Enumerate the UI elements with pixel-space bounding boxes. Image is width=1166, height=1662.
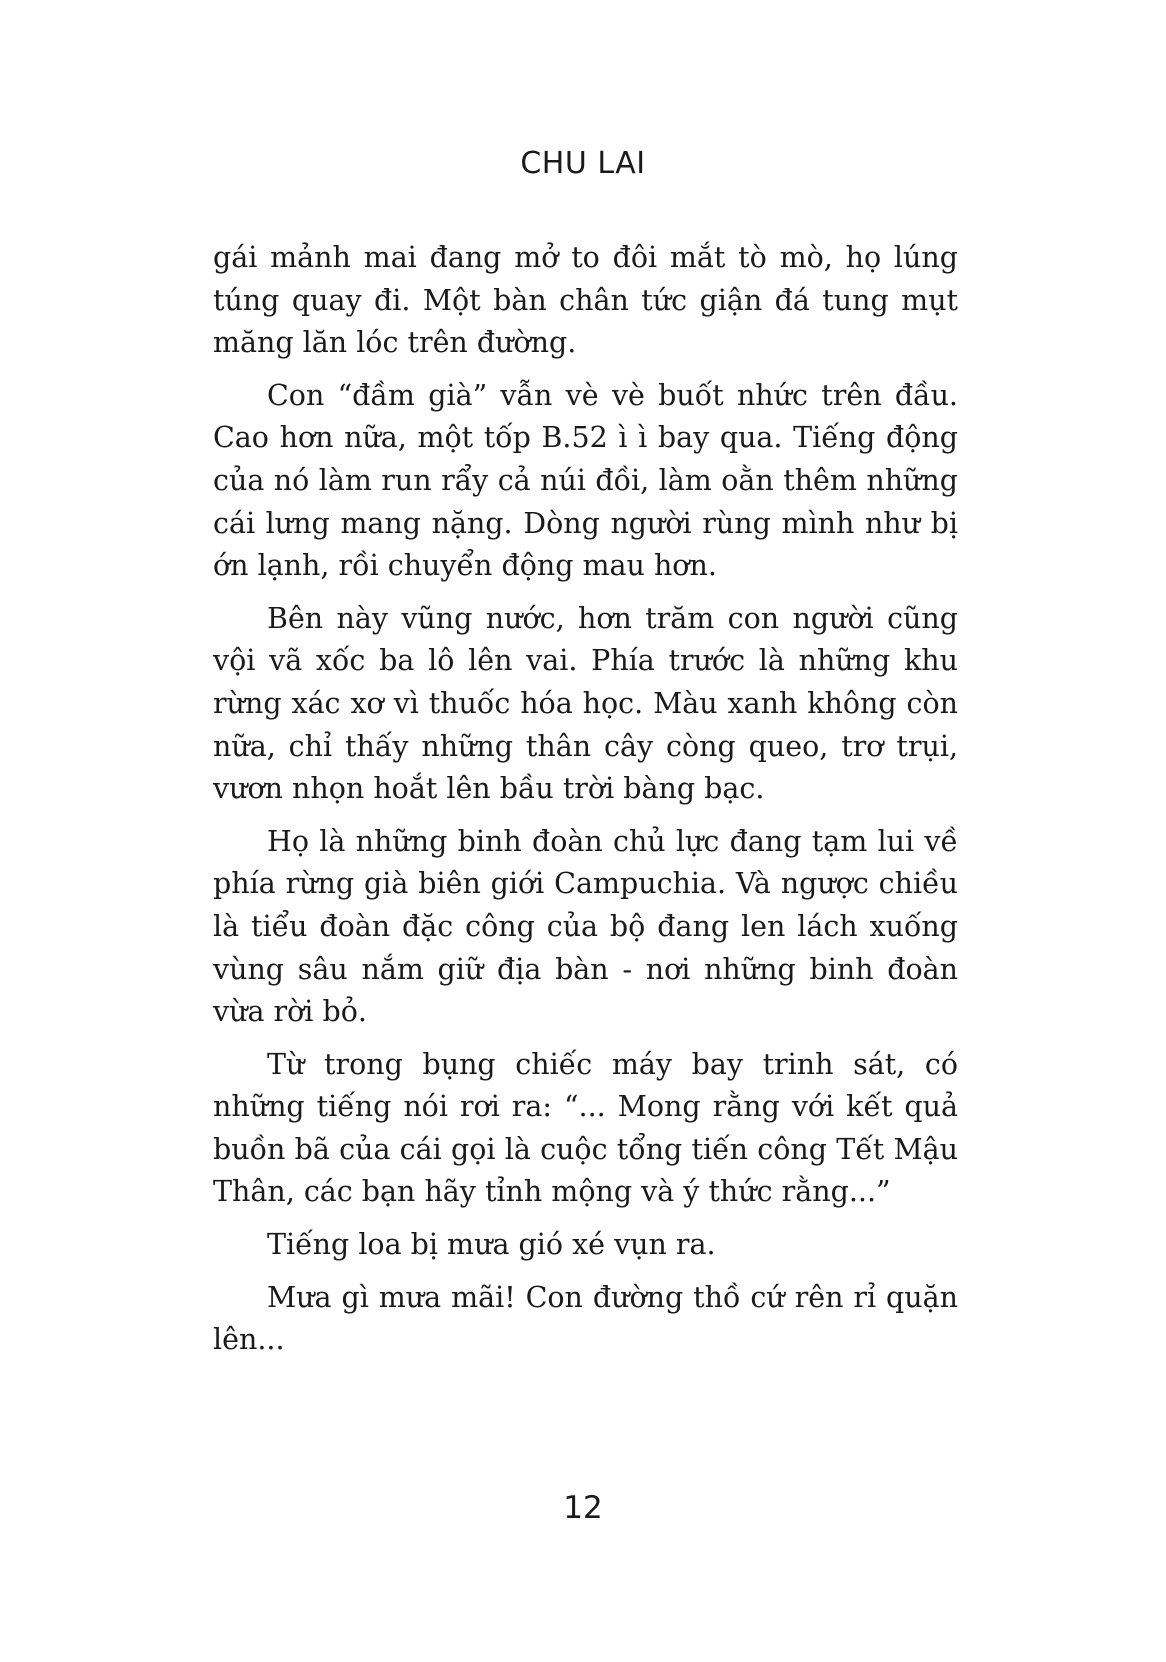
paragraph-6: Tiếng loa bị mưa gió xé vụn ra. bbox=[267, 1228, 716, 1262]
running-header-author: CHU LAI bbox=[520, 146, 646, 181]
paragraph-3: Bên này vũng nước, hơn trăm con người cũng vội vã xốc ba lô lên vai. Phía trước là những khu rừng xác xơ vì thuốc hóa học. Màu xanh không còn nữa, chỉ thấy những thân cây còng queo, trơ trụi, vươn nhọn hoắt lên bầu trời bàng bạc. bbox=[213, 601, 958, 806]
paragraph-7: Mưa gì mưa mãi! Con đường thồ cứ rên rỉ quặn lên... bbox=[213, 1280, 958, 1357]
paragraph-5: Từ trong bụng chiếc máy bay trinh sát, có những tiếng nói rơi ra: “... Mong rằng với kết quả buồn bã của cái gọi là cuộc tổng tiến công Tết Mậu Thân, các bạn hãy tỉnh mộng và ý thức rằng...” bbox=[213, 1047, 958, 1209]
paragraph-1: gái mảnh mai đang mở to đôi mắt tò mò, họ lúng túng quay đi. Một bàn chân tức giận đá tung mụt măng lăn lóc trên đường. bbox=[213, 241, 958, 360]
body-text bbox=[213, 237, 958, 1372]
page-number: 12 bbox=[563, 1490, 603, 1526]
paragraph-2: Con “đầm già” vẫn vè vè buốt nhức trên đầu. Cao hơn nữa, một tốp B.52 ì ì bay qua. Tiếng động của nó làm run rẩy cả núi đồi, làm oằn thêm những cái lưng mang nặng. Dòng người rùng mình như bị ớn lạnh, rồi chuyển động mau hơn. bbox=[213, 378, 958, 583]
paragraph-4: Họ là những binh đoàn chủ lực đang tạm lui về phía rừng già biên giới Campuchia. Và ngược chiều là tiểu đoàn đặc công của bộ đang len lách xuống vùng sâu nắm giữ địa bàn - nơi những binh đoàn vừa rời bỏ. bbox=[213, 824, 958, 1029]
